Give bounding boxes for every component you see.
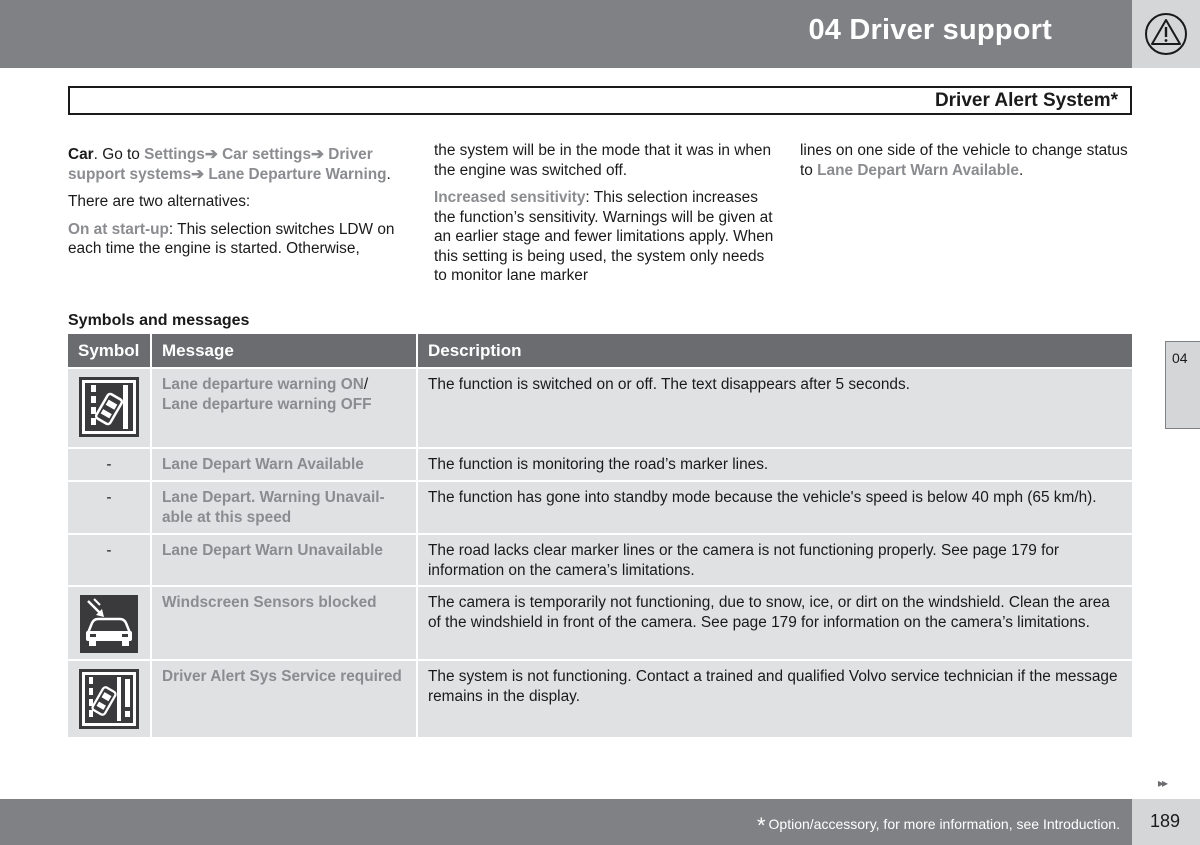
lane-departure-icon bbox=[79, 377, 139, 437]
description-cell: The camera is temporarily not functioning, due to snow, ice, or dirt on the windshield. Clean the area of the windshield in front of the camera. See page 179 for information on the camera’s limitations. bbox=[428, 594, 1110, 631]
message-cell: Driver Alert Sys Service required bbox=[152, 661, 418, 737]
chapter-tab[interactable] bbox=[1165, 341, 1200, 429]
section-title-box bbox=[68, 86, 1132, 115]
car-label: Car bbox=[68, 146, 94, 163]
description-cell: The function is switched on or off. The text disappears after 5 seconds. bbox=[428, 376, 910, 393]
warning-triangle-icon bbox=[1144, 12, 1188, 56]
message-cell: Lane Depart Warn Available bbox=[152, 449, 418, 480]
chapter-tab-label: 04 bbox=[1172, 350, 1188, 366]
header-description: Description bbox=[428, 340, 522, 360]
increased-sensitivity-text: : This selection increases the function’s sensitivity. Warnings will be given at an earlier stage and fewer limitations apply. When this setting is being used, the system only needs to monitor lane marker bbox=[434, 189, 774, 284]
table-row bbox=[68, 367, 1132, 447]
message-cell: Lane Depart. Warning Unavailable at this speed bbox=[152, 482, 418, 533]
lane-departure-service-icon bbox=[79, 669, 139, 729]
chapter-title: 04 Driver support bbox=[808, 14, 1052, 46]
paragraph-increased-sensitivity bbox=[434, 188, 774, 286]
footer-note bbox=[757, 813, 1120, 839]
body-column-2 bbox=[434, 141, 774, 294]
lane-depart-warn-available-label: Lane Depart Warn Available bbox=[817, 161, 1019, 179]
paragraph-mode: the system will be in the mode that it was in when the engine was switched off. bbox=[434, 142, 772, 179]
message-separator: / bbox=[363, 376, 369, 393]
on-at-startup-text: : This selection switches LDW on each time the engine is started. Otherwise, bbox=[68, 220, 395, 257]
footer-text: Option/accessory, for more information, see Introduction. bbox=[768, 816, 1120, 832]
paragraph-navigation bbox=[68, 145, 404, 184]
paragraph-on-at-startup bbox=[68, 220, 404, 259]
message-text: Lane departure warning ON bbox=[162, 376, 364, 393]
symbol-cell bbox=[68, 587, 152, 659]
table-title: Symbols and messages bbox=[68, 312, 250, 329]
table-header bbox=[68, 334, 1132, 367]
arrow-icon: ➔ bbox=[191, 165, 205, 183]
symbol-cell: - bbox=[68, 535, 152, 585]
arrow-icon: ➔ bbox=[204, 146, 218, 163]
description-cell: The function has gone into standby mode because the vehicle's speed is below 40 mph (65 km/h). bbox=[428, 489, 1097, 506]
driver-support-systems-link[interactable]: Driver support systems bbox=[68, 146, 373, 183]
arrow-icon: ➔ bbox=[311, 146, 324, 163]
page-number: 189 bbox=[1150, 811, 1181, 831]
header-message: Message bbox=[152, 334, 418, 367]
table-row bbox=[68, 585, 1132, 659]
message-cell bbox=[152, 369, 418, 447]
symbol-cell: - bbox=[68, 482, 152, 533]
on-at-startup-label: On at start-up bbox=[68, 220, 169, 238]
message-text: Lane departure warning OFF bbox=[162, 395, 372, 413]
table-row bbox=[68, 447, 1132, 480]
increased-sensitivity-label: Increased sensitivity bbox=[434, 189, 586, 206]
footer-star: * bbox=[756, 813, 766, 838]
period: . bbox=[386, 165, 391, 183]
description-cell: The road lacks clear marker lines or the camera is not functioning properly. See page 179 for information on the camera’s limitations. bbox=[428, 542, 1060, 579]
table-row bbox=[68, 480, 1132, 533]
top-bar bbox=[0, 0, 1132, 68]
lines-text: lines on one side of the vehicle to change status to bbox=[800, 142, 1128, 179]
symbol-cell bbox=[68, 369, 152, 447]
messages-table bbox=[68, 334, 1132, 737]
description-cell: The system is not functioning. Contact a trained and qualified Volvo service technician if the message remains in the display. bbox=[428, 668, 1118, 705]
warning-box bbox=[1132, 0, 1200, 68]
table-row bbox=[68, 659, 1132, 737]
next-page-arrows-icon: ▸▸ bbox=[1158, 776, 1167, 790]
message-cell: Lane Depart Warn Unavailable bbox=[152, 535, 418, 585]
symbol-cell bbox=[68, 661, 152, 737]
alternatives-text: There are two alternatives: bbox=[68, 193, 251, 210]
windscreen-sensor-icon bbox=[80, 595, 138, 653]
symbol-cell: - bbox=[68, 449, 152, 480]
body-column-1 bbox=[68, 145, 404, 267]
description-cell: The function is monitoring the road’s marker lines. bbox=[428, 456, 769, 473]
period: . bbox=[1018, 161, 1024, 179]
footer-bar bbox=[0, 799, 1132, 845]
section-title: Driver Alert System* bbox=[934, 90, 1118, 111]
go-to-text: . Go to bbox=[93, 146, 145, 163]
header-symbol: Symbol bbox=[68, 334, 152, 367]
settings-link[interactable]: Settings bbox=[144, 146, 205, 163]
car-settings-link[interactable]: Car settings bbox=[222, 146, 312, 163]
message-cell: Windscreen Sensors blocked bbox=[152, 587, 418, 659]
body-column-3 bbox=[800, 141, 1132, 188]
page-number-box bbox=[1132, 799, 1200, 845]
lane-departure-warning-link[interactable]: Lane Departure Warning bbox=[208, 165, 387, 183]
table-row bbox=[68, 533, 1132, 585]
paragraph-lines bbox=[800, 141, 1132, 180]
